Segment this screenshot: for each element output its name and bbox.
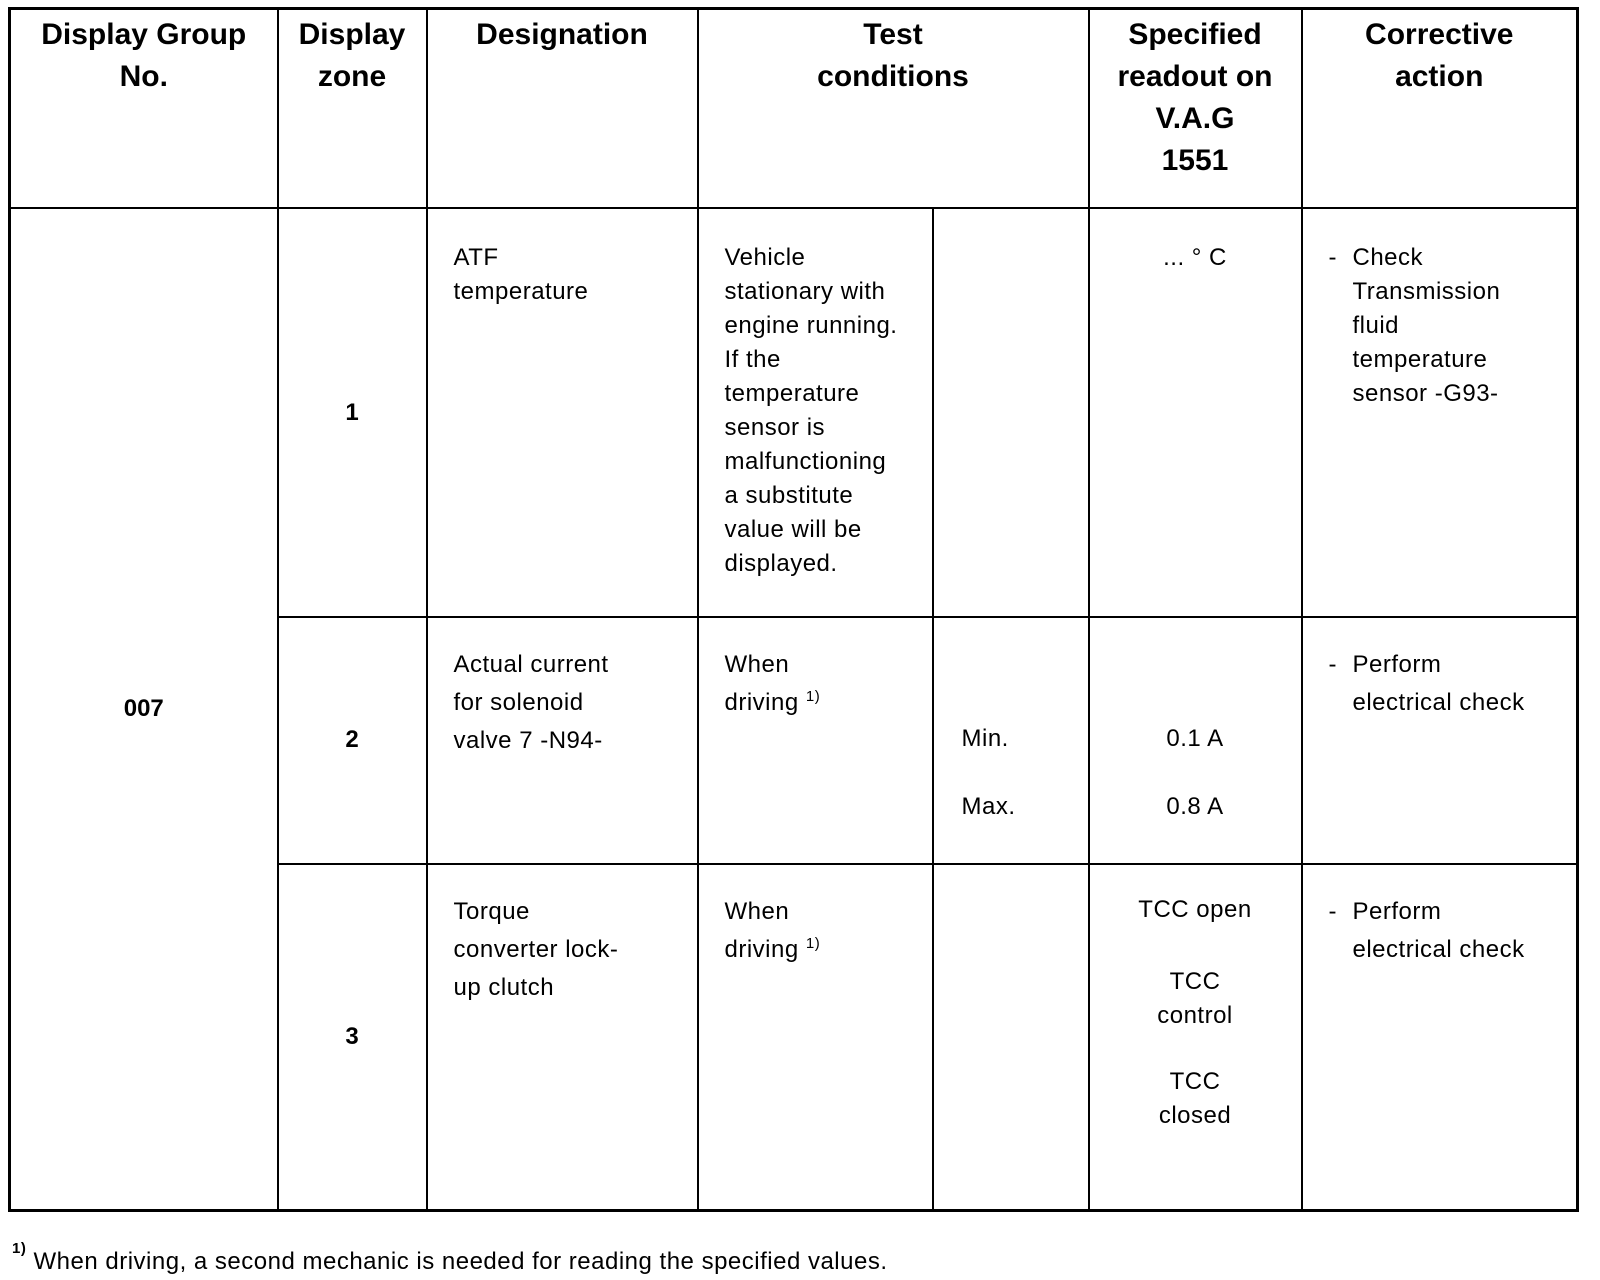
corrective-action-cell [1302,208,1578,617]
conditions-line: engine running. [724,312,898,340]
designation-line: valve 7 -N94- [453,727,603,755]
designation-cell [427,617,698,863]
conditions-line: sensor is [724,414,826,442]
min-max-cell [933,208,1089,617]
action-item [1329,893,1567,969]
min-max-cell [933,617,1089,863]
conditions-line: a substitute [724,482,854,510]
test-conditions-cell [698,208,933,617]
header-display-zone [278,9,427,209]
conditions-line-text: driving [724,689,799,717]
min-max-cell [933,864,1089,1211]
action-line: Transmission [1352,278,1501,306]
action-item [1329,241,1567,411]
min-label: Min. [961,725,1009,753]
header-display-zone-line2: zone [317,60,387,93]
specification-table-wrapper [8,7,1576,1212]
action-item [1329,646,1567,722]
footnote-marker: 1) [805,688,821,706]
display-zone-number: 3 [278,864,427,1211]
display-zone-number: 1 [278,208,427,617]
action-dash: - [1328,897,1337,925]
test-conditions-cell [698,617,933,863]
action-line: electrical check [1352,689,1525,717]
designation-line: up clutch [453,973,555,1001]
specified-readout-cell [1089,864,1302,1211]
header-readout-line4: 1551 [1161,144,1229,177]
action-dash: - [1328,651,1337,679]
header-readout-line3: V.A.G [1155,102,1235,135]
header-action-line2: action [1395,60,1484,93]
designation-cell [427,208,698,617]
action-line: Perform [1352,651,1442,679]
designation-cell [427,864,698,1211]
action-line: fluid [1352,312,1400,340]
display-group-table [8,7,1579,1212]
max-label: Max. [961,793,1016,821]
conditions-line-text: driving [724,935,799,963]
action-text [1353,241,1501,411]
min-value: 0.1 A [1166,725,1224,753]
corrective-action-cell [1302,617,1578,863]
action-line: Check [1352,244,1424,272]
header-designation [427,9,698,209]
designation-line: converter lock- [453,935,619,963]
header-readout-line1: Specified [1128,18,1262,51]
readout-value: TCC open [1138,895,1252,923]
header-display-group [10,9,278,209]
conditions-line: When [724,897,790,925]
designation-line: temperature [453,278,589,306]
table-row [10,208,1578,617]
readout-value: ... ° C [1163,244,1227,272]
footnote-marker: 1) [12,1240,27,1257]
designation-line: for solenoid [453,689,584,717]
header-test-conditions [698,9,1089,209]
conditions-line [725,684,918,722]
header-test-conditions-line2: conditions [817,60,969,93]
header-test-conditions-line1: Test [863,18,923,51]
conditions-line: stationary with [724,278,886,306]
conditions-line: malfunctioning [724,448,887,476]
conditions-line: If the [724,346,781,374]
specified-readout-cell [1089,617,1302,863]
action-line: electrical check [1352,935,1525,963]
header-display-zone-line1: Display [298,18,406,51]
action-line: temperature [1352,346,1488,374]
conditions-line: Vehicle [724,244,806,272]
conditions-line: When [724,651,790,679]
test-conditions-cell [698,864,933,1211]
action-dash: - [1328,244,1337,272]
designation-line: Actual current [453,651,609,679]
readout-value-group [1090,1065,1301,1133]
action-text [1353,646,1525,722]
designation-line: Torque [453,897,530,925]
max-value: 0.8 A [1166,793,1224,821]
conditions-line: displayed. [724,550,838,578]
conditions-line: temperature [724,380,860,408]
readout-value: closed [1158,1101,1232,1129]
header-corrective-action [1302,9,1578,209]
header-display-group-line1: Display Group [41,18,247,51]
header-specified-readout [1089,9,1302,209]
readout-value-group [1090,965,1301,1033]
footnote [12,1240,888,1276]
header-row [10,9,1578,209]
action-line: Perform [1352,897,1442,925]
header-display-group-line2: No. [119,60,168,93]
conditions-line [725,931,918,969]
readout-value: TCC [1169,967,1221,995]
header-designation-line1: Designation [476,18,648,51]
footnote-text: When driving, a second mechanic is needed for reading the specified values. [33,1248,888,1275]
action-text [1353,893,1525,969]
designation-line: ATF [453,244,499,272]
action-line: sensor -G93- [1352,380,1499,408]
display-zone-number: 2 [278,617,427,863]
header-readout-line2: readout on [1117,60,1273,93]
readout-value: TCC [1169,1067,1221,1095]
header-action-line1: Corrective [1365,18,1514,51]
corrective-action-cell [1302,864,1578,1211]
specified-readout-cell [1089,208,1302,617]
conditions-line: value will be [724,516,862,544]
readout-value: control [1157,1001,1233,1029]
footnote-marker: 1) [805,934,821,952]
display-group-number: 007 [10,208,278,1210]
